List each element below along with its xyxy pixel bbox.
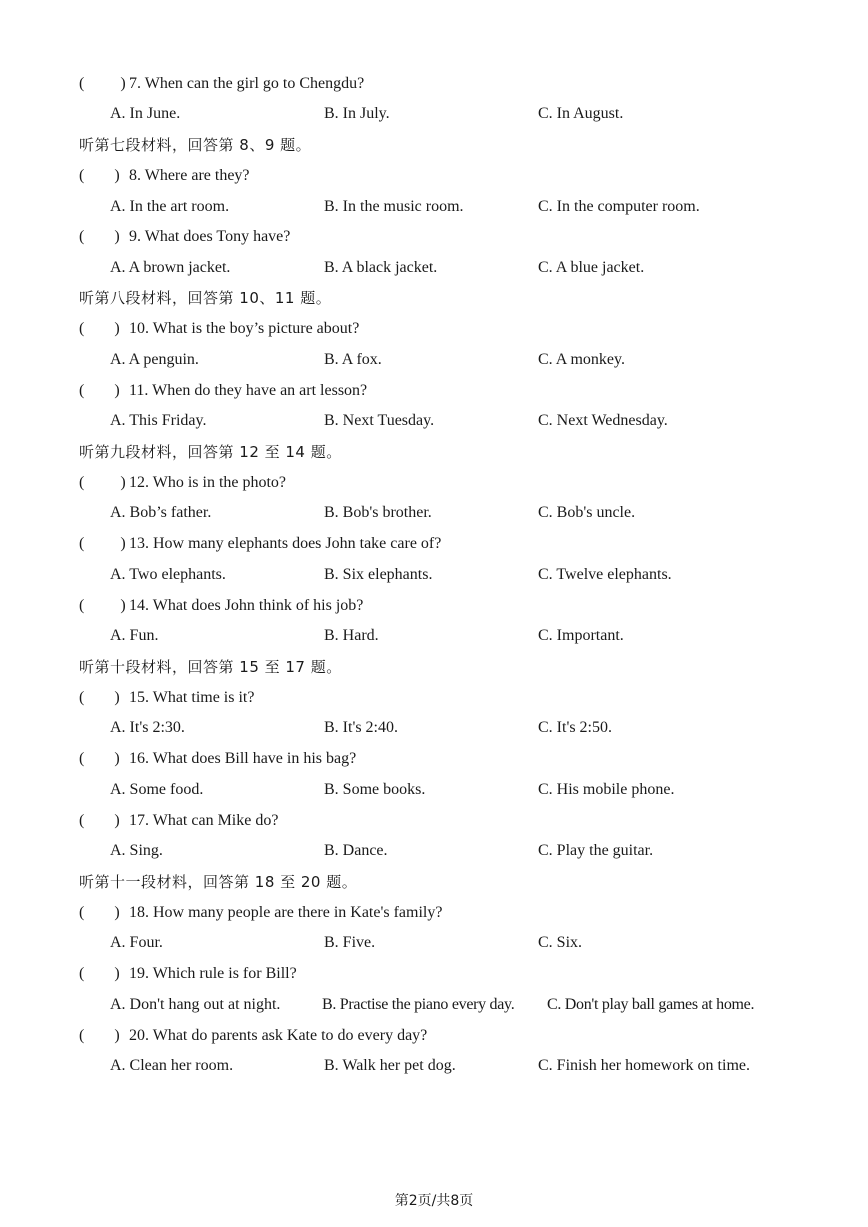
answer-blank[interactable]: ( ) <box>79 535 126 552</box>
option-b: B. Bob's brother. <box>324 504 432 521</box>
question-number: 7. <box>129 75 141 92</box>
question-17 <box>79 811 278 831</box>
question-text: What do parents ask Kate to do every day? <box>152 1027 428 1044</box>
question-number: 18. <box>129 904 149 921</box>
question-8 <box>79 166 250 186</box>
question-19 <box>79 964 297 984</box>
question-9 <box>79 227 290 247</box>
option-c: C. It's 2:50. <box>538 719 612 736</box>
option-a: A. This Friday. <box>110 412 207 429</box>
question-text: When can the girl go to Chengdu? <box>144 75 365 92</box>
answer-blank[interactable]: ( ) <box>79 904 120 921</box>
question-text: What does Tony have? <box>144 228 291 245</box>
option-a: A. Clean her room. <box>110 1057 234 1074</box>
answer-blank[interactable]: ( ) <box>79 228 120 245</box>
question-text: What is the boy’s picture about? <box>152 320 360 337</box>
option-c: C. A monkey. <box>538 351 625 368</box>
question-number: 17. <box>129 812 149 829</box>
question-number: 15. <box>129 689 149 706</box>
answer-blank[interactable]: ( ) <box>79 320 120 337</box>
option-b: B. Dance. <box>324 842 388 859</box>
answer-blank[interactable]: ( ) <box>79 167 120 184</box>
option-a: A. Two elephants. <box>110 566 226 583</box>
options-7 <box>0 104 868 124</box>
options-9 <box>0 258 868 278</box>
option-a: A. Sing. <box>110 842 163 859</box>
option-b: B. A black jacket. <box>324 259 438 276</box>
question-text: How many elephants does John take care of? <box>153 535 442 552</box>
options-14 <box>0 626 868 646</box>
option-a: A. Bob’s father. <box>110 504 212 521</box>
section-heading: 听第七段材料，回答第 8、9 题。 <box>79 136 312 154</box>
section-heading: 听第十一段材料，回答第 18 至 20 题。 <box>79 873 358 891</box>
answer-blank[interactable]: ( ) <box>79 597 126 614</box>
question-15 <box>79 688 254 708</box>
options-15 <box>0 718 868 738</box>
question-16 <box>79 749 356 769</box>
question-number: 16. <box>129 750 149 767</box>
question-number: 8. <box>129 167 141 184</box>
option-a: A. Don't hang out at night. <box>110 996 281 1013</box>
option-b: B. Next Tuesday. <box>324 412 435 429</box>
option-b: B. Six elephants. <box>324 566 433 583</box>
option-a: A. Fun. <box>110 627 159 644</box>
option-c: C. In the computer room. <box>538 198 700 215</box>
options-12 <box>0 503 868 523</box>
question-text: Which rule is for Bill? <box>152 965 297 982</box>
option-a: A. In June. <box>110 105 181 122</box>
option-c: C. Finish her homework on time. <box>538 1057 750 1074</box>
question-18 <box>79 903 442 923</box>
option-c: C. In August. <box>538 105 624 122</box>
options-10 <box>0 350 868 370</box>
option-b: B. In July. <box>324 105 390 122</box>
option-c: C. Don't play ball games at home. <box>547 996 755 1013</box>
question-text: What can Mike do? <box>152 812 279 829</box>
question-text: When do they have an art lesson? <box>152 382 368 399</box>
answer-blank[interactable]: ( ) <box>79 474 126 491</box>
question-20 <box>79 1026 427 1046</box>
question-11 <box>79 381 367 401</box>
options-17 <box>0 841 868 861</box>
answer-blank[interactable]: ( ) <box>79 75 126 92</box>
answer-blank[interactable]: ( ) <box>79 382 120 399</box>
answer-blank[interactable]: ( ) <box>79 965 120 982</box>
question-7 <box>79 74 364 94</box>
question-text: Who is in the photo? <box>152 474 287 491</box>
options-20 <box>0 1056 868 1076</box>
options-13 <box>0 565 868 585</box>
question-text: Where are they? <box>144 167 250 184</box>
option-c: C. His mobile phone. <box>538 781 675 798</box>
option-c: C. Twelve elephants. <box>538 566 672 583</box>
option-c: C. Six. <box>538 934 583 951</box>
options-11 <box>0 411 868 431</box>
question-number: 13. <box>129 535 149 552</box>
question-text: What time is it? <box>152 689 255 706</box>
question-number: 20. <box>129 1027 149 1044</box>
question-10 <box>79 319 359 339</box>
options-18 <box>0 933 868 953</box>
option-a: A. In the art room. <box>110 198 230 215</box>
option-a: A. A brown jacket. <box>110 259 231 276</box>
options-8 <box>0 197 868 217</box>
answer-blank[interactable]: ( ) <box>79 812 120 829</box>
question-number: 9. <box>129 228 141 245</box>
option-c: C. Important. <box>538 627 624 644</box>
page-number: 第2页/共8页 <box>394 1193 474 1209</box>
option-b: B. Hard. <box>324 627 379 644</box>
question-number: 12. <box>129 474 149 491</box>
option-c: C. Play the guitar. <box>538 842 654 859</box>
option-b: B. Five. <box>324 934 376 951</box>
question-14 <box>79 596 363 616</box>
option-c: C. Next Wednesday. <box>538 412 668 429</box>
option-a: A. Four. <box>110 934 163 951</box>
question-text: What does Bill have in his bag? <box>152 750 357 767</box>
options-16 <box>0 780 868 800</box>
answer-blank[interactable]: ( ) <box>79 689 120 706</box>
option-b: B. It's 2:40. <box>324 719 398 736</box>
option-a: A. It's 2:30. <box>110 719 185 736</box>
question-number: 14. <box>129 597 149 614</box>
option-b: B. Some books. <box>324 781 426 798</box>
question-text: How many people are there in Kate's family? <box>153 904 443 921</box>
option-c: C. Bob's uncle. <box>538 504 636 521</box>
question-13 <box>79 534 441 554</box>
section-heading: 听第十段材料，回答第 15 至 17 题。 <box>79 658 342 676</box>
option-b: B. Walk her pet dog. <box>324 1057 456 1074</box>
option-b: B. In the music room. <box>324 198 464 215</box>
section-heading: 听第九段材料，回答第 12 至 14 题。 <box>79 443 342 461</box>
option-a: A. Some food. <box>110 781 204 798</box>
answer-blank[interactable]: ( ) <box>79 1027 120 1044</box>
section-heading: 听第八段材料，回答第 10、11 题。 <box>79 289 332 307</box>
option-b: B. A fox. <box>324 351 382 368</box>
question-text: What does John think of his job? <box>152 597 364 614</box>
answer-blank[interactable]: ( ) <box>79 750 120 767</box>
question-number: 10. <box>129 320 149 337</box>
question-number: 19. <box>129 965 149 982</box>
options-19 <box>0 995 868 1015</box>
option-c: C. A blue jacket. <box>538 259 645 276</box>
question-12 <box>79 473 286 493</box>
option-a: A. A penguin. <box>110 351 199 368</box>
question-number: 11. <box>129 382 149 399</box>
option-b: B. Practise the piano every day. <box>322 996 515 1013</box>
